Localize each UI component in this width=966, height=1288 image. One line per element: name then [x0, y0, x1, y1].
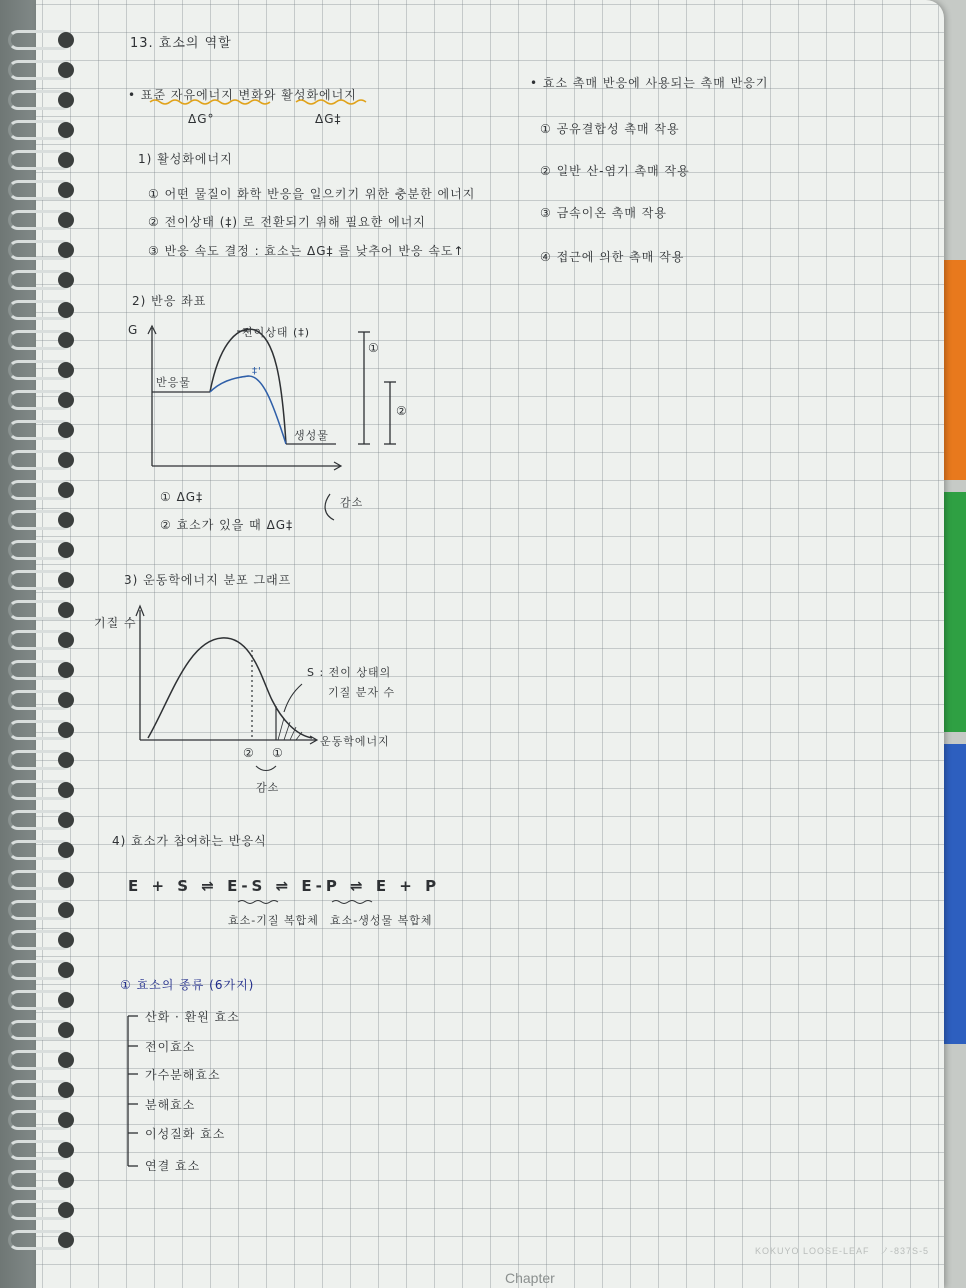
g2-distribution-curve — [148, 638, 312, 738]
g2-s-label-2: 기질 분자 수 — [328, 686, 396, 699]
g2-s-pointer — [284, 684, 302, 712]
section1-item: ① 어떤 물질이 화학 반응을 일으키기 위한 충분한 에너지 — [148, 187, 476, 201]
bottom-page-text: Chapter — [505, 1270, 555, 1286]
page-title: 13. 효소의 역할 — [130, 36, 232, 51]
enzyme-type-item: 분해효소 — [145, 1098, 196, 1112]
g2-xaxis-label: 운동학에너지 — [320, 735, 390, 748]
g1-decrease: 감소 — [340, 496, 364, 509]
enzyme-type-item: 전이효소 — [145, 1040, 196, 1054]
highlight-squiggle-2 — [296, 100, 366, 104]
mechanism-item: ② 일반 산-염기 촉매 작용 — [540, 164, 690, 178]
mechanism-item: ④ 접근에 의한 촉매 작용 — [540, 250, 685, 264]
ep-complex-label: 효소-생성물 복합체 — [330, 914, 433, 927]
g1-yaxis-label: G — [128, 323, 139, 337]
g1-ddagger-label: ‡' — [252, 366, 262, 377]
g2-yaxis-label: 기질 수 — [94, 616, 137, 630]
footer-brand: KOKUYO LOOSE-LEAF ノ-837S-5 — [755, 1246, 930, 1256]
ep-squiggle — [332, 901, 372, 904]
section2-title: 2) 반응 좌표 — [132, 294, 207, 308]
es-squiggle — [238, 901, 278, 904]
g2-marker-1: ① — [272, 746, 284, 760]
enzyme-type-item: 가수분해효소 — [145, 1068, 221, 1082]
g2-s-label: S : 전이 상태의 — [307, 666, 392, 679]
dgt-label: ΔG‡ — [315, 112, 342, 126]
highlight-squiggle-1 — [150, 100, 270, 104]
types-tree-ticks — [128, 1016, 138, 1166]
mechanism-item: ① 공유결합성 촉매 작용 — [540, 122, 680, 136]
section1-item: ③ 반응 속도 결정 : 효소는 ΔG‡ 를 낮추어 반응 속도↑ — [148, 244, 465, 258]
g1-catalyzed-curve — [210, 376, 286, 444]
reaction-equation: E + S ⇌ E-S ⇌ E-P ⇌ E + P — [128, 877, 441, 895]
section1-item: ② 전이상태 (‡) 로 전환되기 위해 필요한 에너지 — [148, 215, 426, 229]
enzyme-types-title: ① 효소의 종류 (6가지) — [120, 978, 255, 992]
g1-bracket1-label: ① — [368, 341, 380, 355]
g1-product-label: 생성물 — [294, 429, 329, 442]
g1-reactant-label: 반응물 — [156, 376, 191, 389]
es-complex-label: 효소-기질 복합체 — [228, 914, 319, 927]
g1-bracket2-label: ② — [396, 404, 408, 418]
enzyme-type-item: 연결 효소 — [145, 1159, 201, 1173]
dg0-label: ΔG° — [188, 112, 215, 126]
g2-decrease: 감소 — [256, 781, 280, 794]
g1-note2: ② 효소가 있을 때 ΔG‡ — [160, 518, 294, 532]
g1-uncatalyzed-curve — [210, 329, 286, 444]
g2-hatched-area — [278, 718, 302, 740]
section4-title: 4) 효소가 참여하는 반응식 — [112, 834, 267, 848]
section3-title: 3) 운동학에너지 분포 그래프 — [124, 573, 292, 587]
section1-title: 1) 활성화에너지 — [138, 152, 233, 166]
g1-transition-label: 전이상태 (‡) — [242, 326, 311, 339]
intro-bullet: • 표준 자유에너지 변화와 활성화에너지 — [128, 88, 357, 102]
g1-note1: ① ΔG‡ — [160, 490, 204, 504]
mechanism-item: ③ 금속이온 촉매 작용 — [540, 206, 667, 220]
g2-decrease-arrow — [256, 766, 276, 771]
enzyme-type-item: 산화 · 환원 효소 — [145, 1010, 240, 1024]
g2-marker-2: ② — [243, 746, 255, 760]
enzyme-type-item: 이성질화 효소 — [145, 1127, 226, 1141]
g1-decrease-arrow — [325, 494, 334, 520]
right-bullet: • 효소 촉매 반응에 사용되는 촉매 반응기 — [530, 76, 769, 90]
